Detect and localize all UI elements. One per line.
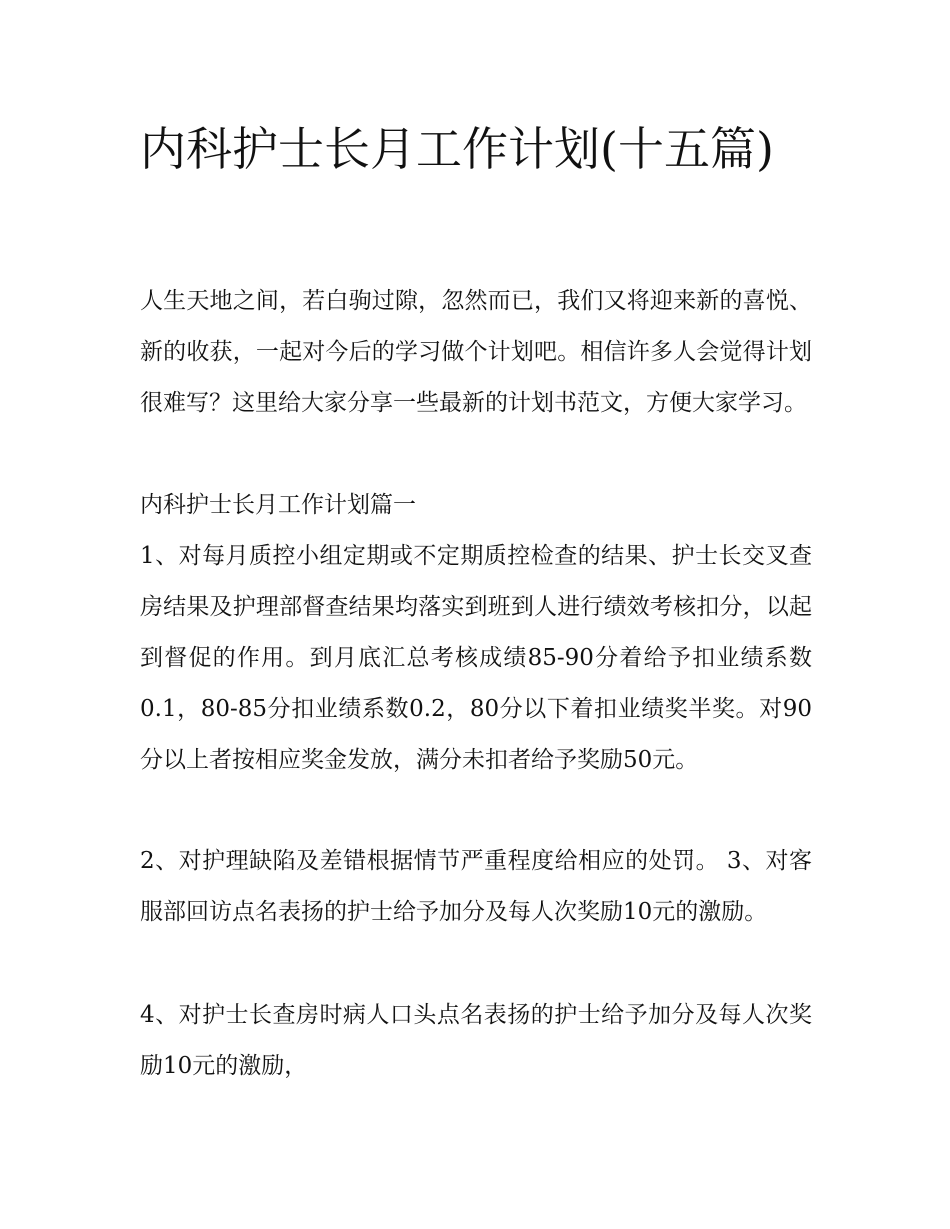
list-item-1: 1、对每月质控小组定期或不定期质控检查的结果、护士长交叉查房结果及护理部督查结果均落实到班到人进行绩效考核扣分，以起到督促的作用。到月底汇总考核成绩85-90分着给予扣业绩系数0.1，80-85分扣业绩系数0.2，80分以下着扣业绩奖半奖。对90分以上者按相应奖金发放，满分未扣者给予奖励50元。 (140, 543, 812, 773)
list-item-2-3: 2、对护理缺陷及差错根据情节严重程度给相应的处罚。 3、对客服部回访点名表扬的护士给予加分及每人次奖励10元的激励。 (140, 848, 812, 925)
section-heading: 内科护士长月工作计划篇一 (140, 492, 416, 518)
intro-paragraph: 人生天地之间，若白驹过隙，忽然而已，我们又将迎来新的喜悦、新的收获，一起对今后的学习做个计划吧。相信许多人会觉得计划很难写？这里给大家分享一些最新的计划书范文，方便大家学习。 (140, 288, 812, 416)
document-title: 内科护士长月工作计划(十五篇) (140, 122, 774, 176)
list-item-4: 4、对护士长查房时病人口头点名表扬的护士给予加分及每人次奖励10元的激励， (140, 1002, 812, 1079)
